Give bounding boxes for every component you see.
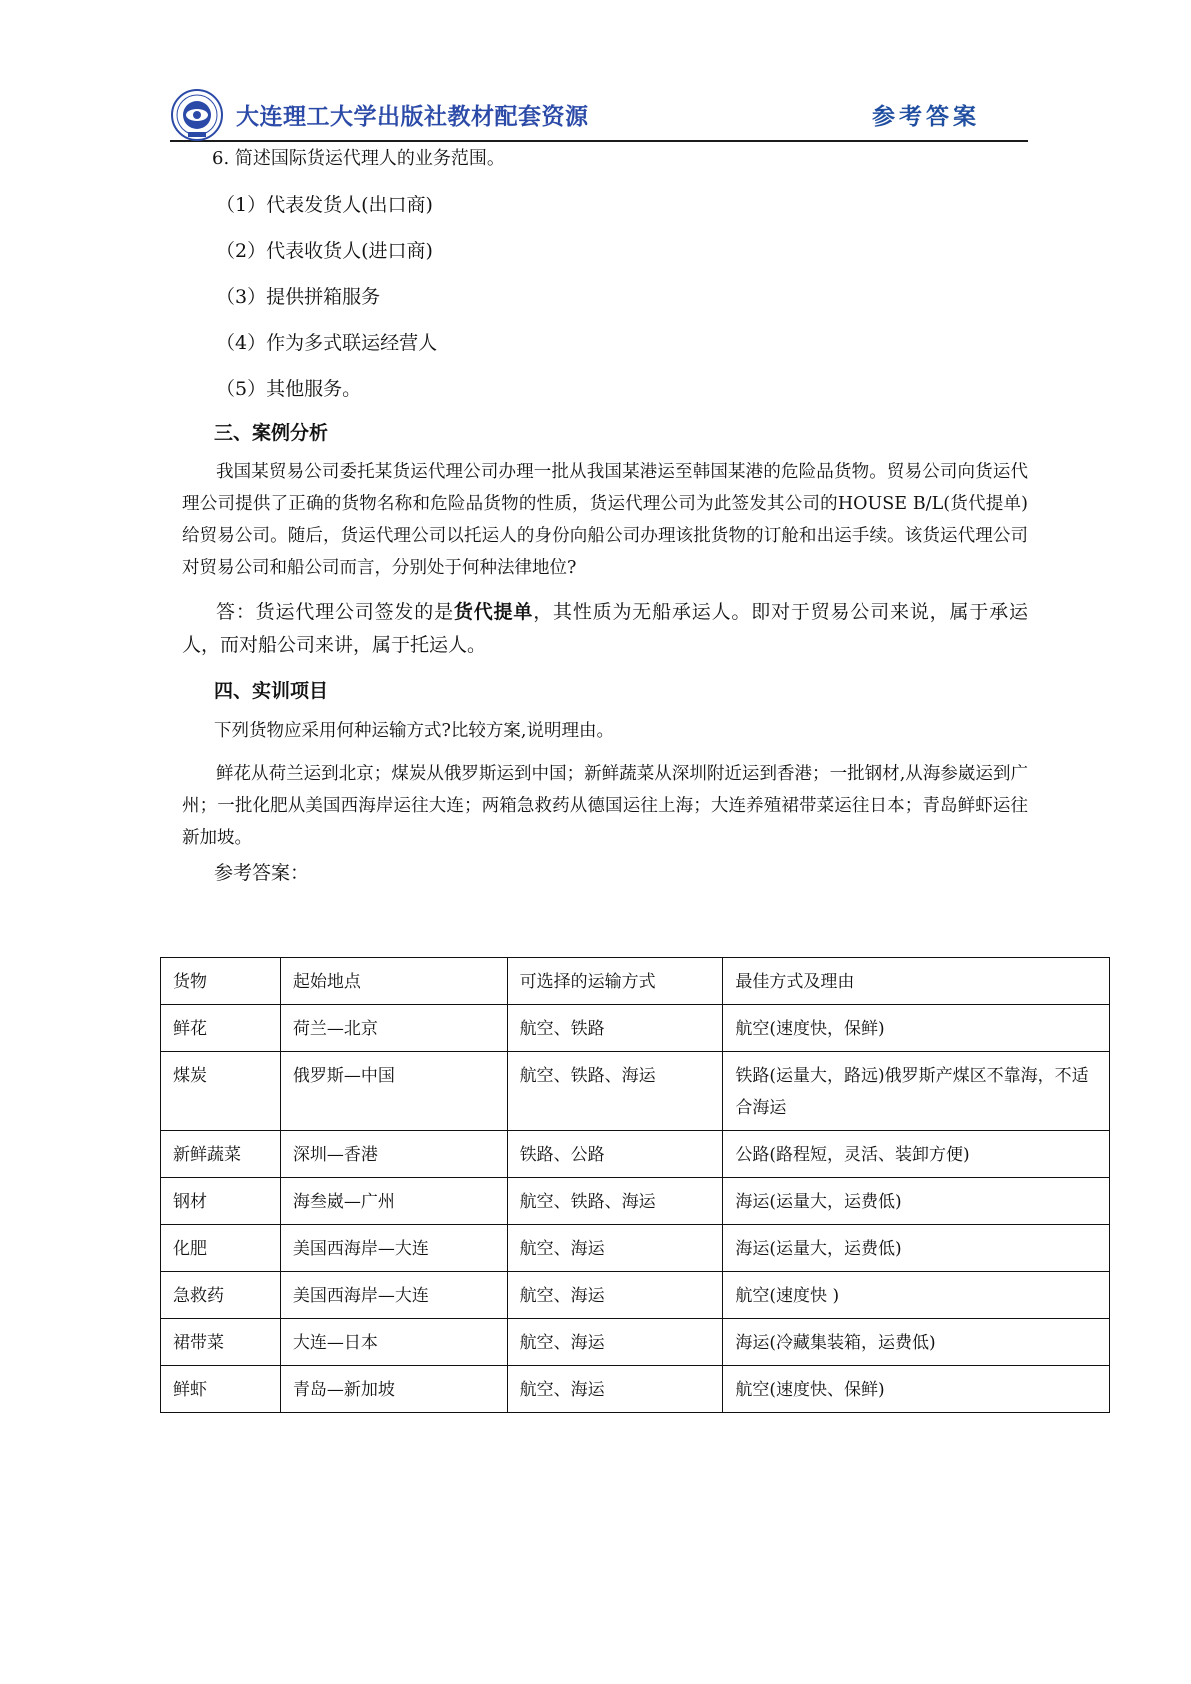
table-cell: 深圳—香港 <box>280 1131 507 1178</box>
table-header-cell: 起始地点 <box>280 958 507 1005</box>
table-cell: 海运(运量大，运费低) <box>723 1178 1110 1225</box>
table-row <box>161 1052 1110 1131</box>
table-cell: 航空(速度快，保鲜) <box>723 1005 1110 1052</box>
table-cell: 荷兰—北京 <box>280 1005 507 1052</box>
q6-item-1: （1）代表发货人(出口商) <box>216 194 433 216</box>
case-answer-prefix: 答：货运代理公司签发的是 <box>216 601 454 623</box>
table-header-cell: 可选择的运输方式 <box>507 958 723 1005</box>
page-header <box>170 84 1028 142</box>
table-cell: 航空(速度快、保鲜) <box>723 1366 1110 1413</box>
header-title: 大连理工大学出版社教材配套资源 <box>236 104 589 130</box>
table-cell: 航空、海运 <box>507 1366 723 1413</box>
case-answer-bold: 货代提单 <box>453 601 534 623</box>
table-cell: 美国西海岸—大连 <box>280 1225 507 1272</box>
section-4-title: 四、实训项目 <box>214 680 329 702</box>
table-cell: 航空、铁路 <box>507 1005 723 1052</box>
section-3-title: 三、案例分析 <box>214 422 329 444</box>
case-text: 我国某贸易公司委托某货运代理公司办理一批从我国某港运至韩国某港的危险品货物。贸易公司向货运代理公司提供了正确的货物名称和危险品货物的性质，货运代理公司为此签发其公司的HOUSE B/L(货代提单)给贸易公司。随后，货运代理公司以托运人的身份向船公司办理该批货物的订舱和出运手续。该货运代理公司对贸易公司和船公司而言，分别处于何种法律地位? <box>182 462 1028 578</box>
table-cell: 航空、海运 <box>507 1225 723 1272</box>
q6-item-5: （5）其他服务。 <box>216 378 362 400</box>
table-header-row <box>161 958 1110 1005</box>
case-answer <box>182 596 1028 662</box>
table-cell: 航空、海运 <box>507 1319 723 1366</box>
table-row <box>161 1131 1110 1178</box>
q6-item-3: （3）提供拼箱服务 <box>216 286 381 308</box>
document-body <box>182 140 1028 888</box>
table-cell: 俄罗斯—中国 <box>280 1052 507 1131</box>
transport-table <box>160 957 1110 1413</box>
table-cell: 鲜虾 <box>161 1366 281 1413</box>
table-cell: 海叁崴—广州 <box>280 1178 507 1225</box>
table-cell: 海运(冷藏集装箱，运费低) <box>723 1319 1110 1366</box>
table-cell: 公路(路程短，灵活、装卸方便) <box>723 1131 1110 1178</box>
table-row <box>161 1319 1110 1366</box>
university-logo-icon <box>170 88 224 142</box>
header-answer-label: 参考答案 <box>872 104 980 130</box>
table-cell: 铁路、公路 <box>507 1131 723 1178</box>
table-header-cell: 最佳方式及理由 <box>723 958 1110 1005</box>
reference-answer-label: 参考答案： <box>214 862 310 884</box>
q6-item-4: （4）作为多式联运经营人 <box>216 332 438 354</box>
table-row <box>161 1005 1110 1052</box>
table-cell: 大连—日本 <box>280 1319 507 1366</box>
table-row <box>161 1178 1110 1225</box>
table-cell: 鲜花 <box>161 1005 281 1052</box>
table-cell: 航空、海运 <box>507 1272 723 1319</box>
table-cell: 美国西海岸—大连 <box>280 1272 507 1319</box>
table-header-cell: 货物 <box>161 958 281 1005</box>
table-row <box>161 1225 1110 1272</box>
table-row <box>161 1272 1110 1319</box>
table-cell: 航空、铁路、海运 <box>507 1178 723 1225</box>
question-6: 6. 简述国际货运代理人的业务范围。 <box>212 148 505 169</box>
table-cell: 急救药 <box>161 1272 281 1319</box>
table-cell: 煤炭 <box>161 1052 281 1131</box>
table-cell: 化肥 <box>161 1225 281 1272</box>
table-cell: 青岛—新加坡 <box>280 1366 507 1413</box>
table-cell: 航空(速度快 ) <box>723 1272 1110 1319</box>
section-4-prompt: 下列货物应采用何种运输方式?比较方案,说明理由。 <box>214 721 614 741</box>
table-cell: 航空、铁路、海运 <box>507 1052 723 1131</box>
table-cell: 裙带菜 <box>161 1319 281 1366</box>
table-cell: 新鲜蔬菜 <box>161 1131 281 1178</box>
table-row <box>161 1366 1110 1413</box>
table-cell: 海运(运量大，运费低) <box>723 1225 1110 1272</box>
table-cell: 钢材 <box>161 1178 281 1225</box>
q6-item-2: （2）代表收货人(进口商) <box>216 240 433 262</box>
table-cell: 铁路(运量大，路远)俄罗斯产煤区不靠海，不适合海运 <box>723 1052 1110 1131</box>
case-answer-suffix: ，其性质为无船承运人。即对于贸易公司来说，属于承运人，而对船公司来讲，属于托运人。 <box>182 601 1028 656</box>
goods-text: 鲜花从荷兰运到北京；煤炭从俄罗斯运到中国；新鲜蔬菜从深圳附近运到香港；一批钢材,从海参崴运到广州；一批化肥从美国西海岸运往大连；两箱急救药从德国运往上海；大连养殖裙带菜运往日本；青岛鲜虾运往新加坡。 <box>182 764 1028 848</box>
